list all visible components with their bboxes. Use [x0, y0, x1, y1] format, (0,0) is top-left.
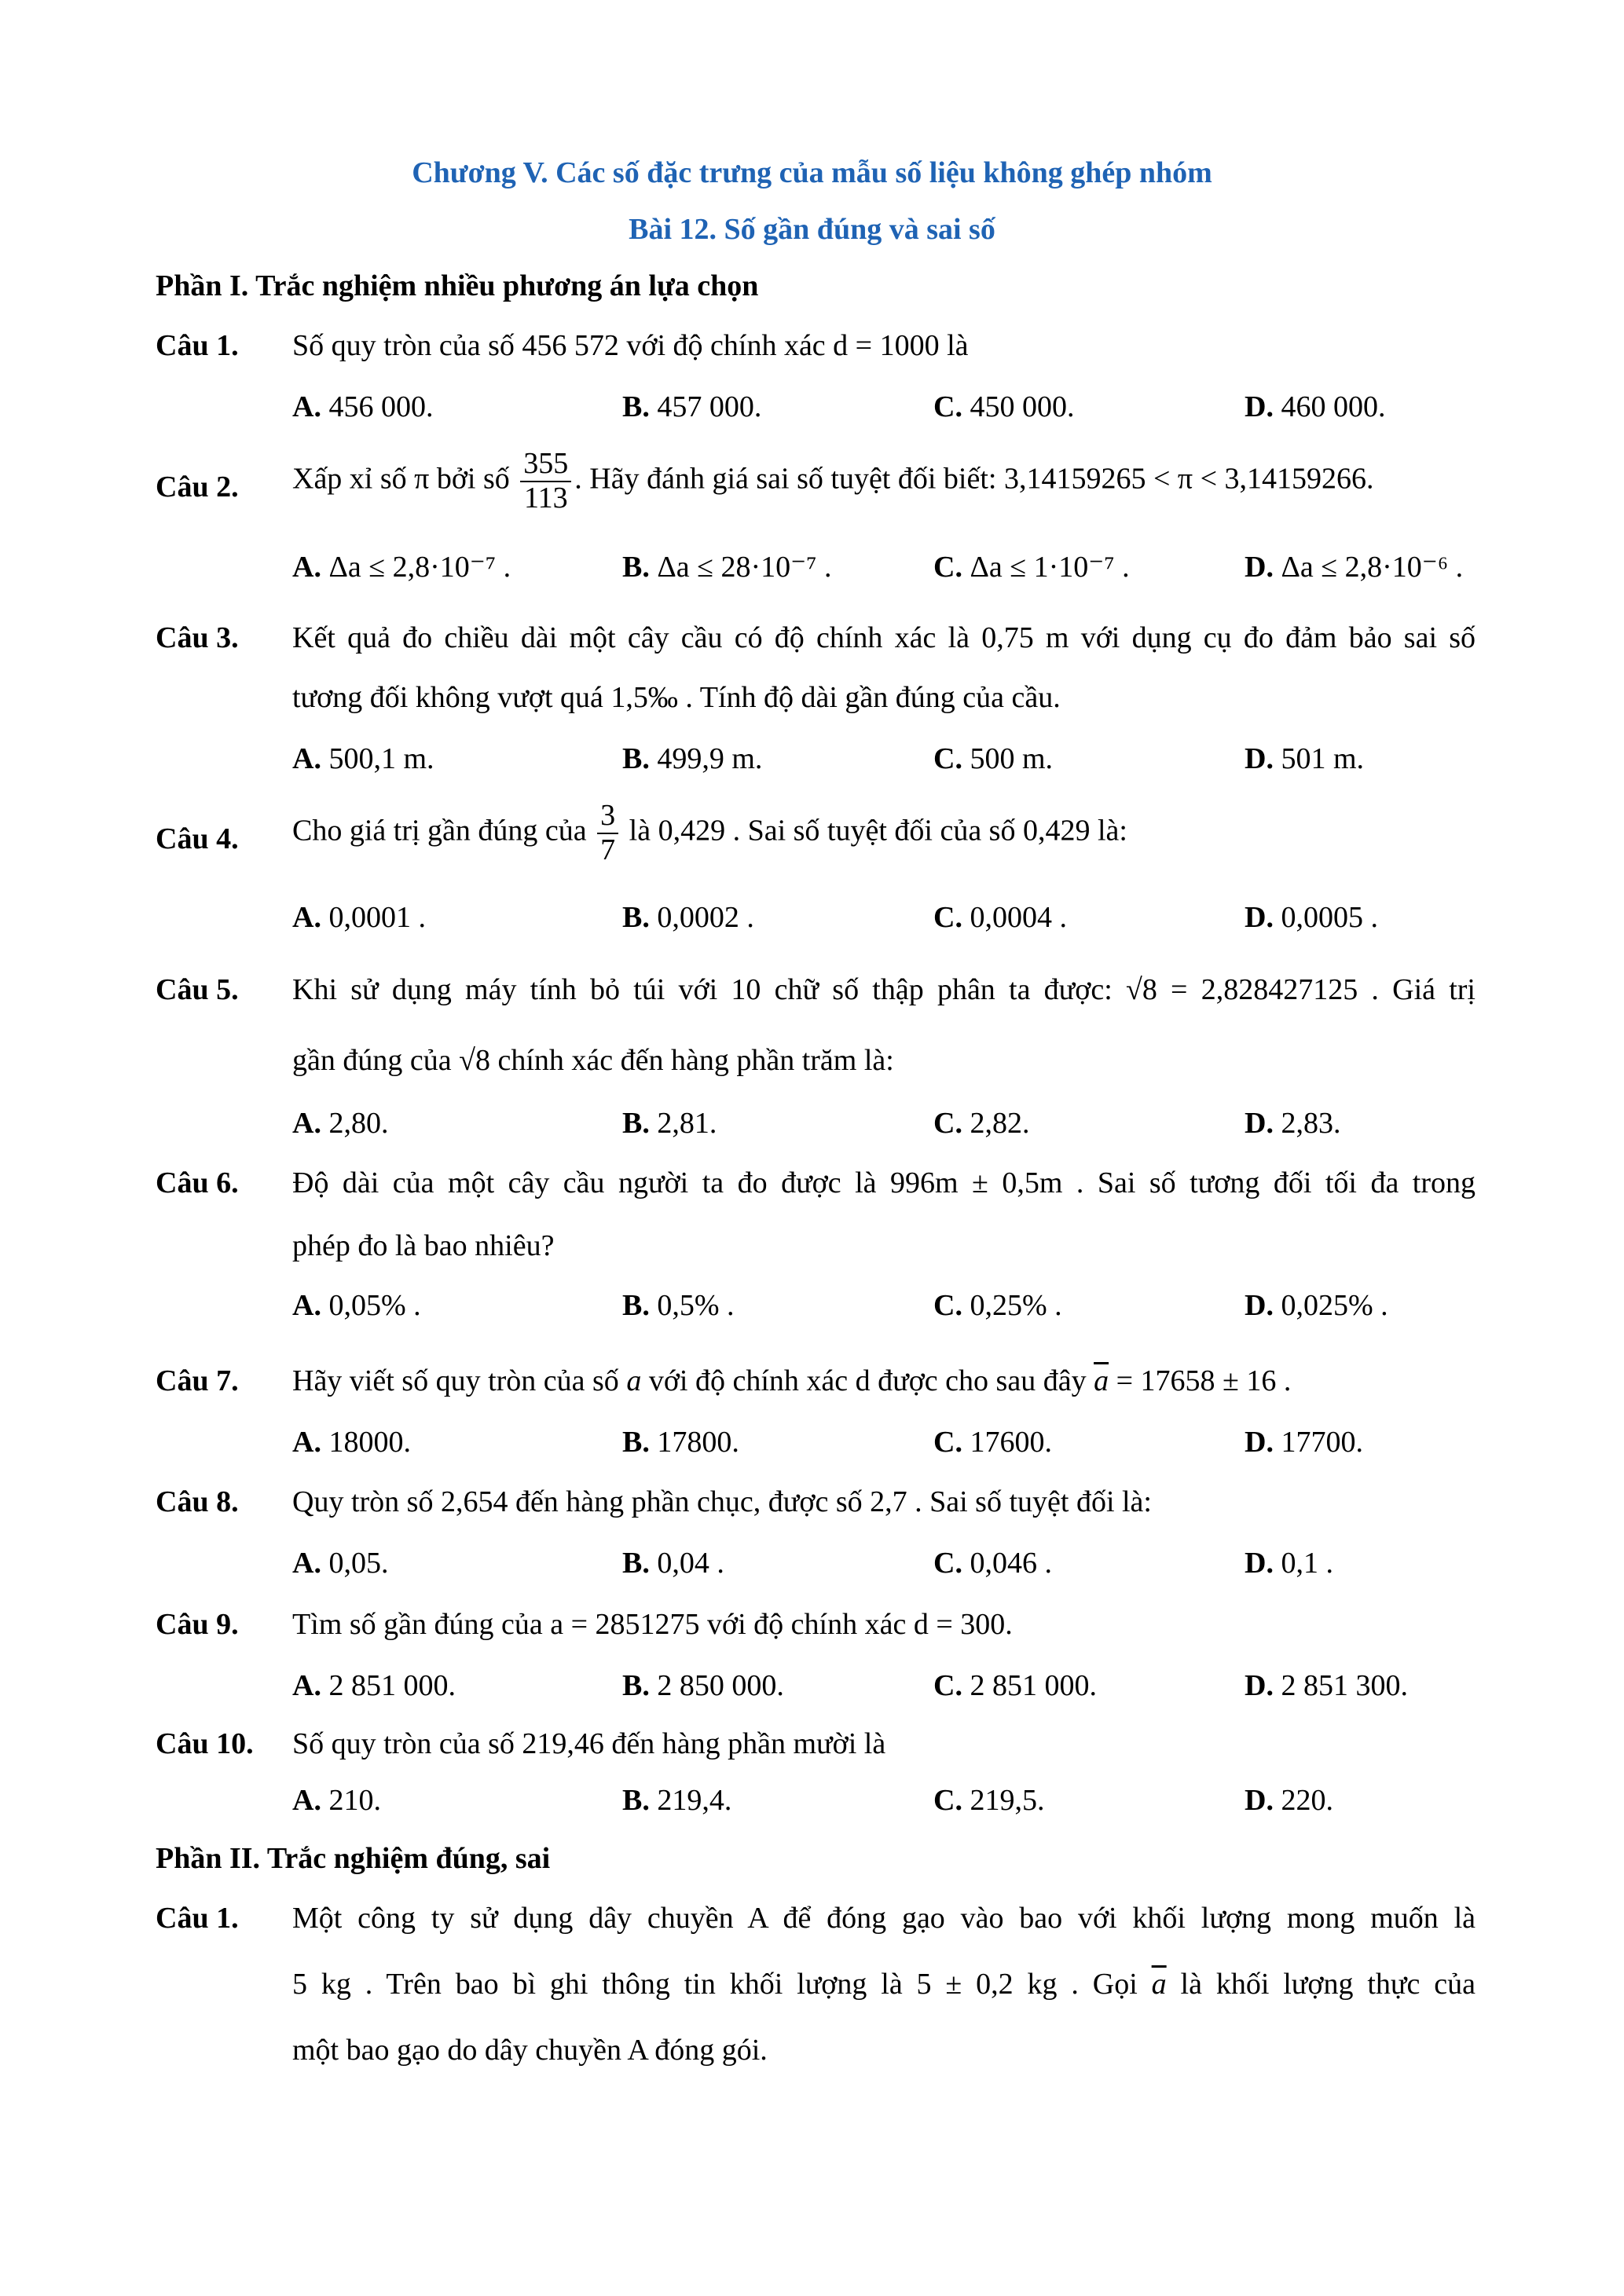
question-label: Câu 8.	[156, 1485, 239, 1518]
option-b[interactable]: B. 2,81.	[622, 1107, 717, 1140]
question-text: Tìm số gần đúng của a = 2851275 với độ chính xác d = 300.	[292, 1608, 1013, 1641]
option-d[interactable]: D. 17700.	[1245, 1426, 1363, 1459]
option-a[interactable]: A. 0,0001 .	[292, 901, 426, 934]
option-d[interactable]: D. 0,025% .	[1245, 1289, 1388, 1322]
question-text-line1: Kết quả đo chiều dài một cây cầu có độ chính xác là 0,75 m với dụng cụ đo đảm bảo sai số	[292, 621, 1476, 654]
question-label: Câu 4.	[156, 822, 239, 855]
question-text-line2: 5 kg . Trên bao bì ghi thông tin khối lượng là 5 ± 0,2 kg . Gọi $\overline{a}$ là khối lượng thực của	[292, 1968, 1476, 2001]
question-text: Số quy tròn của số 456 572 với độ chính xác d = 1000 là	[292, 329, 969, 362]
option-c[interactable]: C. 0,25% .	[933, 1289, 1062, 1322]
option-d[interactable]: D. 0,1 .	[1245, 1547, 1333, 1580]
option-c[interactable]: C. 0,046 .	[933, 1547, 1052, 1580]
option-d[interactable]: D. 460 000.	[1245, 390, 1386, 423]
option-c[interactable]: C. 2 851 000.	[933, 1669, 1097, 1702]
option-d[interactable]: D. Δa ≤ 2,8·10⁻⁶ .	[1245, 551, 1464, 584]
option-a[interactable]: A. 0,05% .	[292, 1289, 421, 1322]
question-text-line1: Độ dài của một cây cầu người ta đo được là 996m ± 0,5m . Sai số tương đối tối đa trong	[292, 1166, 1476, 1199]
option-c[interactable]: C. 17600.	[933, 1426, 1052, 1459]
chapter-title: Chương V. Các số đặc trưng của mẫu số liệu không ghép nhóm	[412, 156, 1212, 189]
question-label: Câu 3.	[156, 621, 239, 654]
option-b[interactable]: B. 0,04 .	[622, 1547, 724, 1580]
option-a[interactable]: A. 500,1 m.	[292, 742, 434, 775]
option-a[interactable]: A. 210.	[292, 1784, 381, 1817]
question-text-line2: tương đối không vượt quá 1,5‰ . Tính độ dài gần đúng của cầu.	[292, 681, 1061, 714]
option-b[interactable]: B. 0,5% .	[622, 1289, 735, 1322]
question-text-line1: Một công ty sử dụng dây chuyền A để đóng gạo vào bao với khối lượng mong muốn là	[292, 1902, 1476, 1935]
option-b[interactable]: B. Δa ≤ 28·10⁻⁷ .	[622, 551, 832, 584]
question-label: Câu 1.	[156, 329, 239, 362]
question-label: Câu 2.	[156, 471, 239, 504]
question-text-line1: Khi sử dụng máy tính bỏ túi với 10 chữ số thập phân ta được: √8 = 2,828427125 . Giá trị	[292, 973, 1476, 1006]
lesson-title: Bài 12. Số gần đúng và sai số	[629, 213, 995, 246]
option-a[interactable]: A. 2 851 000.	[292, 1669, 456, 1702]
question-text: Hãy viết số quy tròn của số a với độ chính xác d được cho sau đây $\overline{a} = 17658 \pm 16$ .	[292, 1364, 1292, 1397]
option-c[interactable]: C. 450 000.	[933, 390, 1075, 423]
part1-heading: Phần I. Trắc nghiệm nhiều phương án lựa chọn	[156, 269, 759, 302]
option-b[interactable]: B. 457 000.	[622, 390, 762, 423]
option-a[interactable]: A. 456 000.	[292, 390, 434, 423]
option-a[interactable]: A. 2,80.	[292, 1107, 389, 1140]
option-d[interactable]: D. 2,83.	[1245, 1107, 1341, 1140]
option-b[interactable]: B. 0,0002 .	[622, 901, 754, 934]
option-c[interactable]: C. 0,0004 .	[933, 901, 1067, 934]
question-label: Câu 10.	[156, 1727, 254, 1760]
option-d[interactable]: D. 2 851 300.	[1245, 1669, 1408, 1702]
question-label: Câu 9.	[156, 1608, 239, 1641]
option-b[interactable]: B. 17800.	[622, 1426, 739, 1459]
question-text: Số quy tròn của số 219,46 đến hàng phần mười là	[292, 1727, 886, 1760]
question-text-line2: phép đo là bao nhiêu?	[292, 1229, 555, 1262]
part2-heading: Phần II. Trắc nghiệm đúng, sai	[156, 1842, 551, 1875]
question-label: Câu 1.	[156, 1902, 239, 1935]
option-c[interactable]: C. 2,82.	[933, 1107, 1030, 1140]
fraction: $\frac{355}{113}$	[520, 448, 571, 515]
option-c[interactable]: C. Δa ≤ 1·10⁻⁷ .	[933, 551, 1130, 584]
option-d[interactable]: D. 220.	[1245, 1784, 1333, 1817]
option-a[interactable]: A. 0,05.	[292, 1547, 389, 1580]
option-c[interactable]: C. 219,5.	[933, 1784, 1045, 1817]
question-label: Câu 6.	[156, 1166, 239, 1199]
option-d[interactable]: D. 0,0005 .	[1245, 901, 1378, 934]
option-b[interactable]: B. 499,9 m.	[622, 742, 763, 775]
question-text-line2: gần đúng của √8 chính xác đến hàng phần trăm là:	[292, 1044, 894, 1077]
option-c[interactable]: C. 500 m.	[933, 742, 1054, 775]
option-d[interactable]: D. 501 m.	[1245, 742, 1365, 775]
question-text-line3: một bao gạo do dây chuyền A đóng gói.	[292, 2034, 768, 2067]
option-b[interactable]: B. 219,4.	[622, 1784, 732, 1817]
question-label: Câu 5.	[156, 973, 239, 1006]
question-text: Cho giá trị gần đúng của $\frac{3}{7}$ là 0,429 . Sai số tuyệt đối của số 0,429 là:	[292, 799, 1127, 866]
option-b[interactable]: B. 2 850 000.	[622, 1669, 784, 1702]
question-label: Câu 7.	[156, 1364, 239, 1397]
question-text: Xấp xỉ số π bởi số $\frac{355}{113}$ . Hãy đánh giá sai số tuyệt đối biết: 3,14159265 < π < 3,14159266.	[292, 447, 1374, 514]
question-text: Quy tròn số 2,654 đến hàng phần chục, được số 2,7 . Sai số tuyệt đối là:	[292, 1485, 1152, 1518]
option-a[interactable]: A. 18000.	[292, 1426, 411, 1459]
option-a[interactable]: A. Δa ≤ 2,8·10⁻⁷ .	[292, 551, 511, 584]
fraction: $\frac{3}{7}$	[597, 800, 618, 867]
